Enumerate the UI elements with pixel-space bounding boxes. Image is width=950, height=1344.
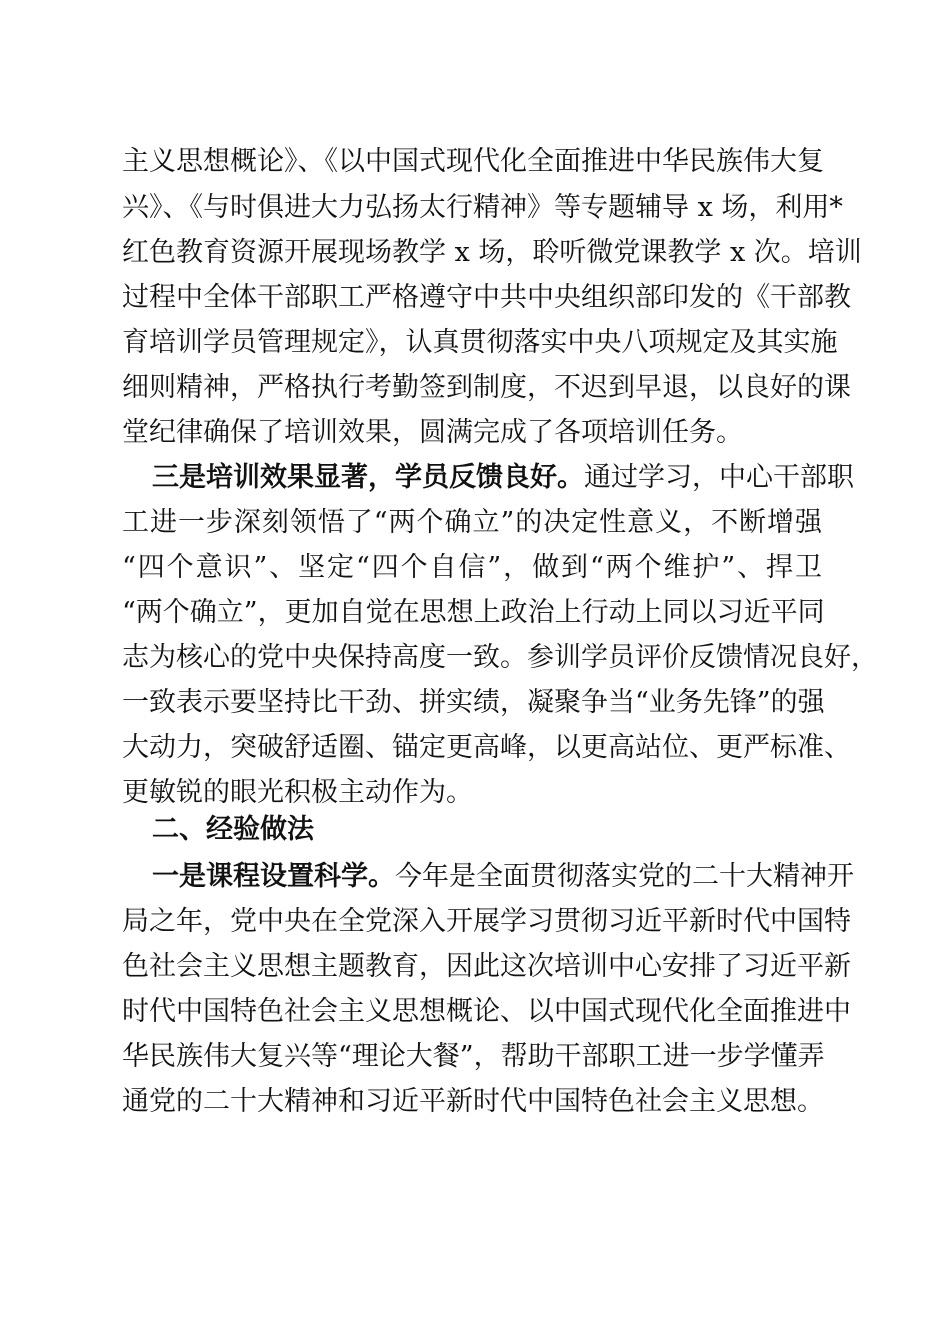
- text-line: 一致表示要坚持比干劲、拼实绩，凝聚争当“业务先锋”的强: [122, 687, 825, 718]
- text-line: “四个意识”、坚定“四个自信”，做到“两个维护”、捍卫: [122, 552, 822, 583]
- text-line: 大动力，突破舒适圈、锚定更高峰，以更高站位、更严标准、: [122, 732, 851, 763]
- text-segment: 通过学习，中心干部职: [584, 462, 854, 493]
- text-line: 主义思想概论》、《以中国式现代化全面推进中华民族伟大复: [122, 146, 824, 177]
- text-line: 红色教育资源开展现场教学 x 场，聆听微党课教学 x 次。培训: [122, 237, 862, 268]
- paragraph-lead: 一是课程设置科学。: [152, 861, 395, 892]
- paragraph-lead: 三是培训效果显著，学员反馈良好。: [152, 462, 584, 493]
- text-segment: 今年是全面贯彻落实党的二十大精神开: [395, 861, 854, 892]
- text-line: 过程中全体干部职工严格遵守中共中央组织部印发的《干部教: [122, 282, 851, 313]
- text-line: “两个确立”，更加自觉在思想上政治上行动上同以习近平同: [122, 597, 825, 628]
- text-line: 局之年，党中央在全党深入开展学习贯彻习近平新时代中国特: [122, 906, 851, 937]
- text-line: 色社会主义思想主题教育，因此这次培训中心安排了习近平新: [122, 951, 851, 982]
- text-line: 华民族伟大复兴等“理论大餐”，帮助干部职工进一步学懂弄: [122, 1041, 825, 1072]
- text-line: 通党的二十大精神和习近平新时代中国特色社会主义思想。: [122, 1086, 824, 1117]
- text-line: 育培训学员管理规定》，认真贯彻落实中央八项规定及其实施: [122, 327, 838, 358]
- section-heading: 二、经验做法: [152, 814, 314, 845]
- text-line: 细则精神，严格执行考勤签到制度，不迟到早退，以良好的课: [122, 372, 851, 403]
- text-line: 工进一步深刻领悟了“两个确立”的决定性意义，不断增强: [122, 507, 822, 538]
- text-line: 时代中国特色社会主义思想概论、以中国式现代化全面推进中: [122, 996, 851, 1027]
- text-line: 堂纪律确保了培训效果，圆满完成了各项培训任务。: [122, 417, 743, 448]
- paragraph-lead-line: [152, 857, 854, 897]
- text-line: 更敏锐的眼光积极主动作为。: [122, 777, 473, 808]
- text-line: 兴》、《与时俱进大力弘扬太行精神》等专题辅导 x 场，利用*: [122, 192, 843, 223]
- paragraph-lead-line: [152, 458, 854, 498]
- text-line: 志为核心的党中央保持高度一致。参训学员评价反馈情况良好，: [122, 642, 878, 673]
